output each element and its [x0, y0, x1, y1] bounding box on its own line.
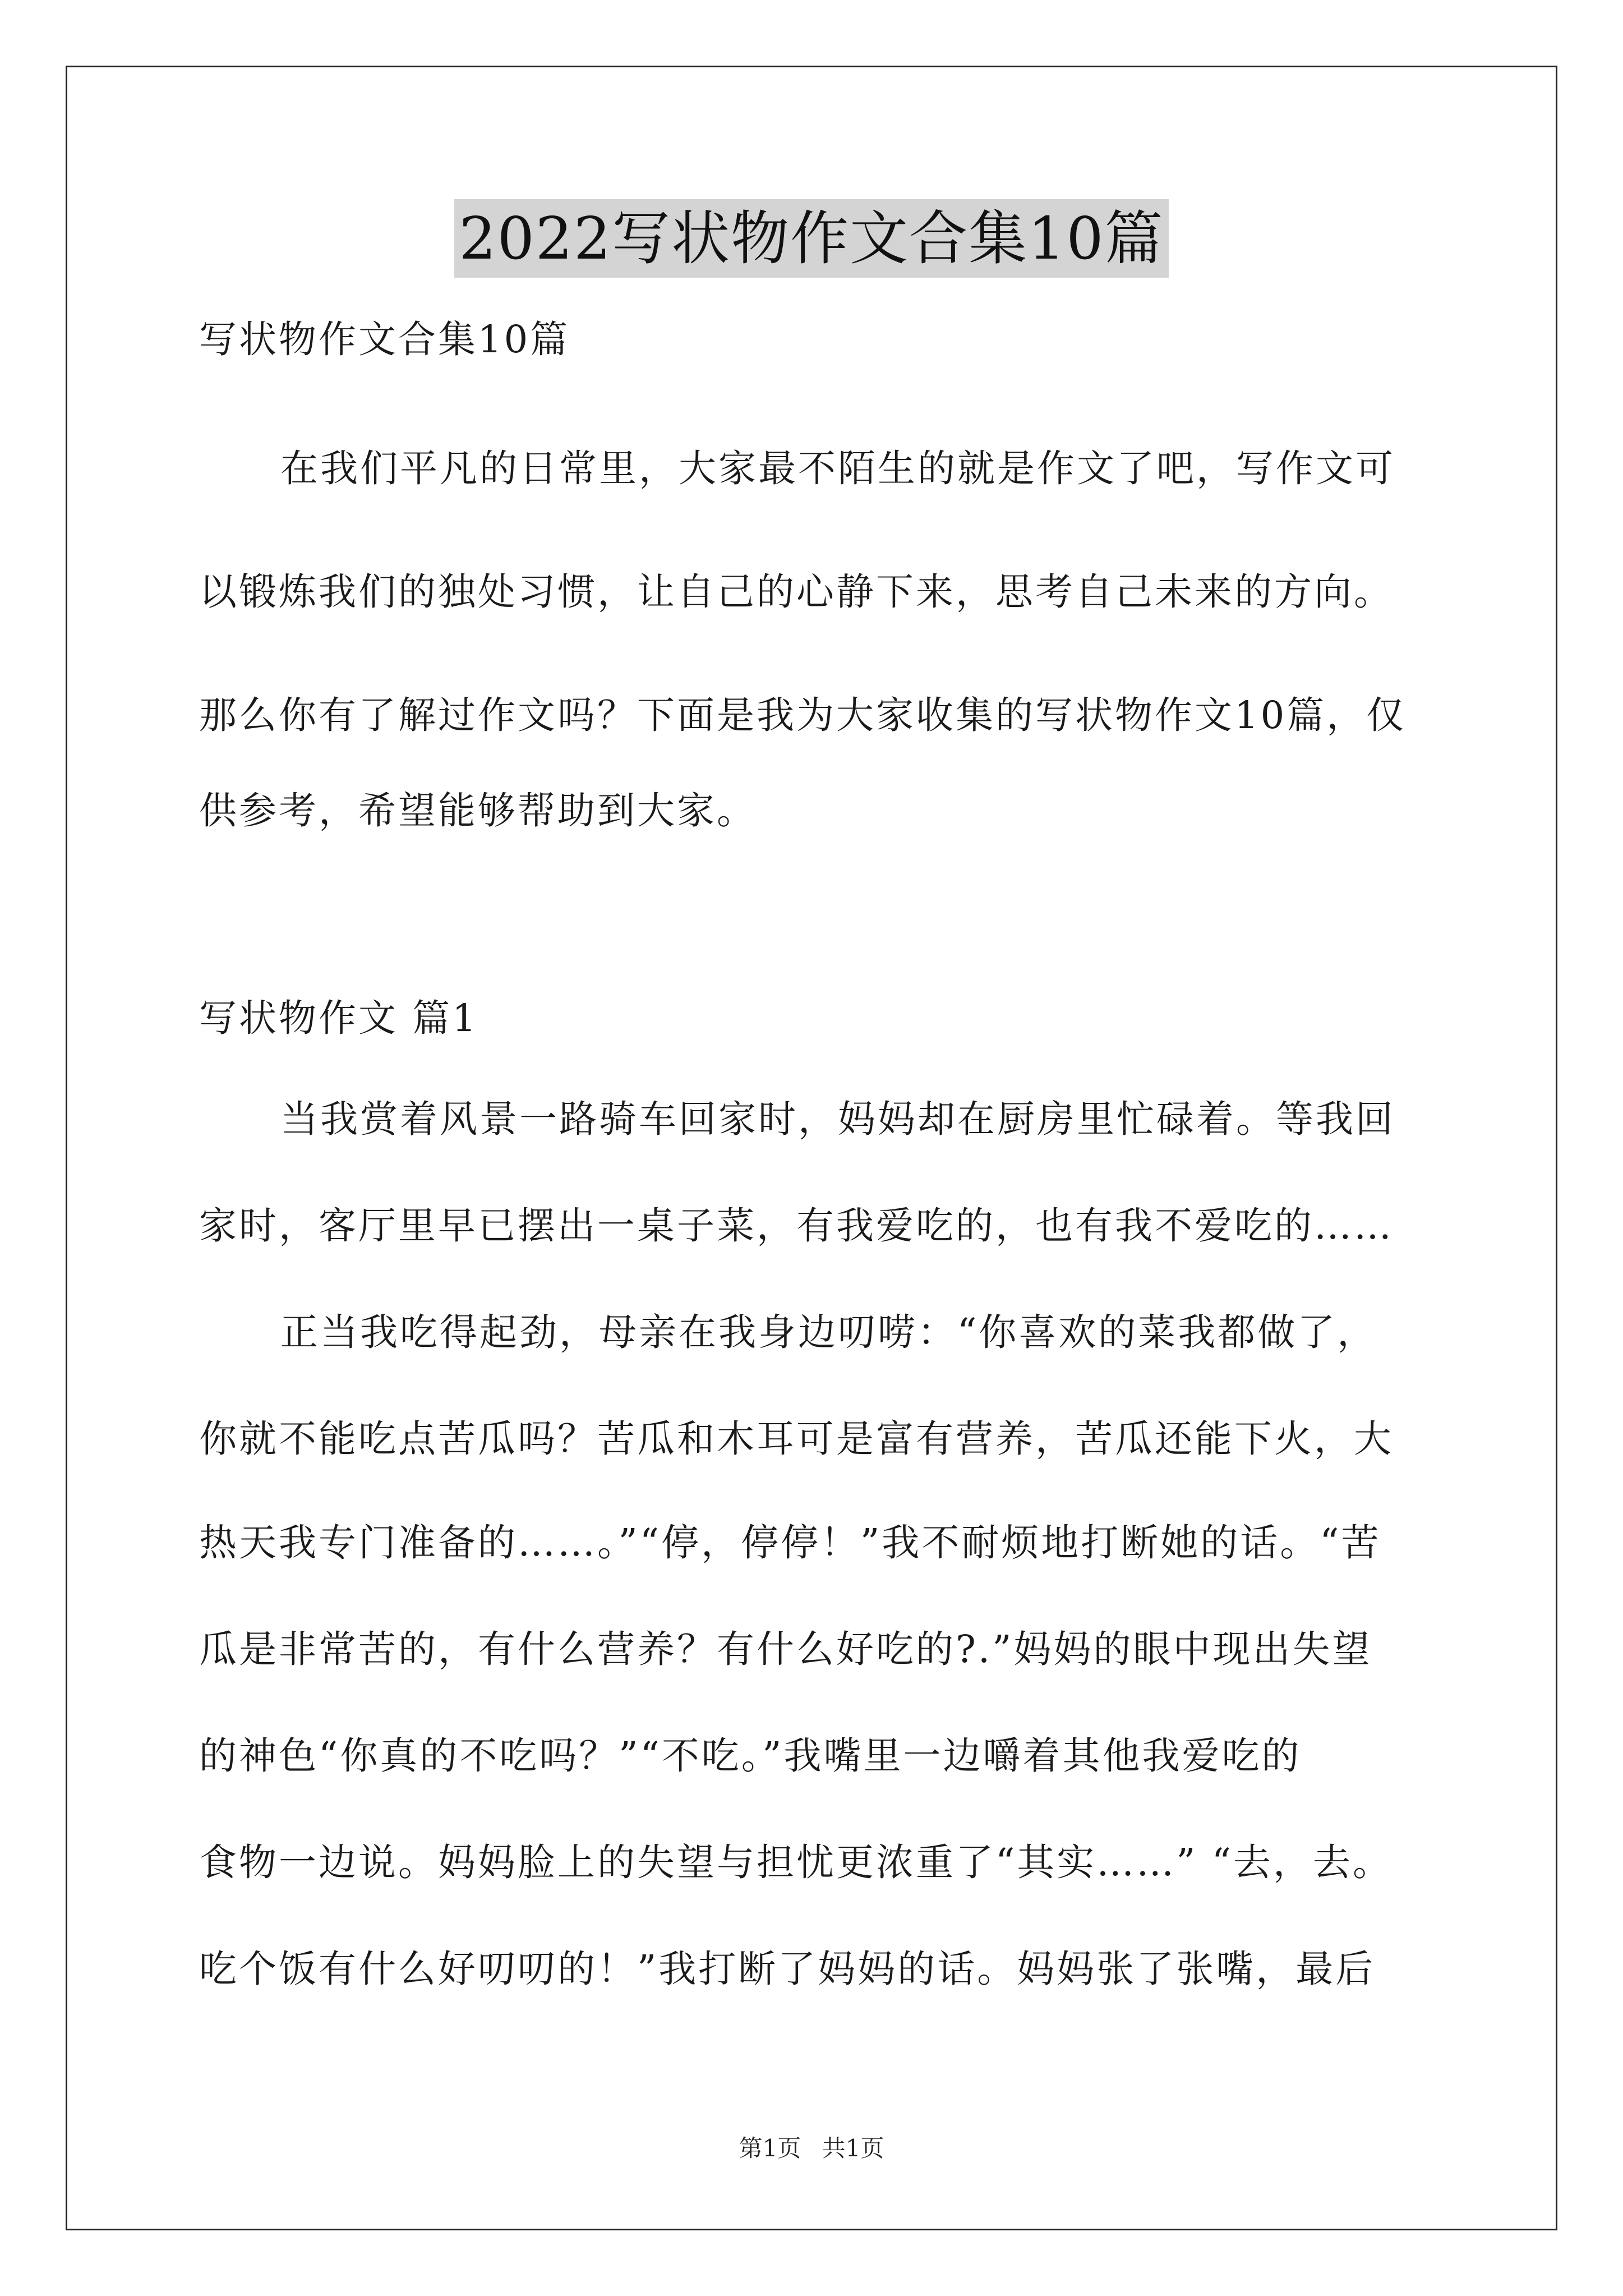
paragraph-line: 食物一边说。妈妈脸上的失望与担忧更浓重了“其实……” “去，去。: [199, 1841, 1393, 1884]
paragraph-line: 正当我吃得起劲，母亲在我身边叨唠：“你喜欢的菜我都做了，: [280, 1310, 1377, 1354]
intro-line: 在我们平凡的日常里，大家最不陌生的就是作文了吧，写作文可: [280, 447, 1395, 490]
document-title: 2022写状物作文合集10篇: [454, 199, 1168, 278]
page-footer: [0, 2132, 1623, 2165]
paragraph-line: 家时，客厅里早已摆出一桌子菜，有我爱吃的，也有我不爱吃的……: [199, 1204, 1394, 1248]
paragraph-line: 你就不能吃点苦瓜吗？苦瓜和木耳可是富有营养，苦瓜还能下火，大: [199, 1417, 1394, 1461]
page-number: 第1页: [739, 2134, 801, 2162]
intro-line: 那么你有了解过作文吗？下面是我为大家收集的写状物作文10篇，仅: [199, 693, 1407, 737]
subtitle: 写状物作文合集10篇: [199, 318, 570, 361]
paragraph-line: 热天我专门准备的……。”“停，停停！”我不耐烦地打断她的话。“苦: [199, 1521, 1381, 1565]
title-container: [0, 199, 1623, 278]
intro-line: 以锻炼我们的独处习惯，让自己的心静下来，思考自己未来的方向。: [199, 570, 1394, 614]
paragraph-line: 吃个饭有什么好叨叨的！”我打断了妈妈的话。妈妈张了张嘴，最后: [199, 1947, 1376, 1991]
intro-line: 供参考，希望能够帮助到大家。: [199, 789, 757, 832]
section-heading: 写状物作文 篇1: [199, 996, 478, 1040]
paragraph-line: 瓜是非常苦的，有什么营养？有什么好吃的?.”妈妈的眼中现出失望: [199, 1627, 1372, 1671]
page-border: [66, 66, 1557, 2230]
paragraph-line: 的神色“你真的不吃吗？”“不吃。”我嘴里一边嚼着其他我爱吃的: [199, 1734, 1302, 1778]
page-total: 共1页: [822, 2134, 884, 2162]
paragraph-line: 当我赏着风景一路骑车回家时，妈妈却在厨房里忙碌着。等我回: [280, 1097, 1395, 1141]
